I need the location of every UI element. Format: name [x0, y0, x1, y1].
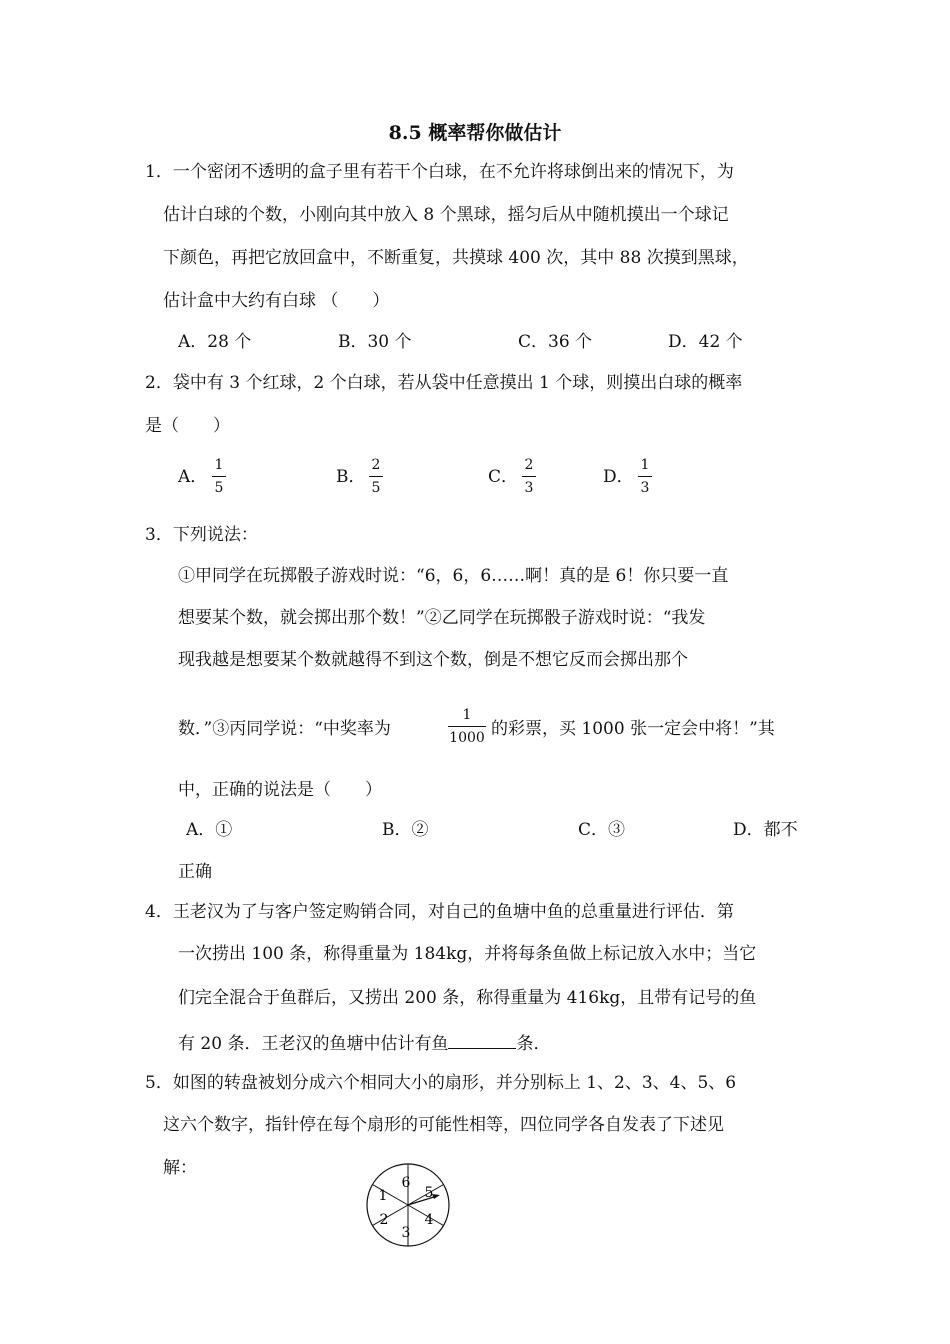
q3-option-c: C．③ [578, 820, 626, 840]
q2-option-a-label: A． [178, 467, 208, 487]
q5-line-1: 5．如图的转盘被划分成六个相同大小的扇形，并分别标上 1、2、3、4、5、6 [145, 1073, 737, 1093]
fraction-numerator: 1 [640, 457, 650, 473]
q4-line-4 [178, 1030, 550, 1056]
spinner-label-1: 1 [378, 1188, 388, 1204]
fraction-denominator: 1000 [449, 730, 485, 746]
q4-line-3: 们完全混合于鱼群后，又捞出 200 条，称得重量为 416kg，且带有记号的鱼 [178, 988, 757, 1008]
q3-line-5-end: 的彩票，买 1000 张一定会中将！”其 [491, 719, 775, 739]
q1-line-2: 估计白球的个数，小刚向其中放入 8 个黑球，摇匀后从中随机摸出一个球记 [163, 205, 729, 225]
spinner-label-5: 5 [424, 1185, 434, 1201]
q4-line-4-text: 有 20 条．王老汉的鱼塘中估计有鱼 [178, 1034, 449, 1054]
q3-line-4: 现我越是想要某个数就越得不到这个数，倒是不想它反而会掷出那个 [178, 650, 688, 670]
fraction-bar [369, 476, 383, 477]
page-title: 8.5 概率帮你做估计 [388, 122, 562, 144]
q1-line-4: 估计盒中大约有白球 （ ） [163, 291, 390, 311]
q3-option-d-continued: 正确 [178, 862, 212, 882]
spinner-label-4: 4 [424, 1212, 434, 1228]
q2-line-2: 是（ ） [145, 416, 230, 436]
q2-option-c-label: C． [488, 467, 519, 487]
q3-line-5-start: 数．”③丙同学说：“中奖率为 [178, 719, 391, 739]
fraction-numerator: 2 [524, 457, 534, 473]
q3-option-b: B．② [382, 820, 429, 840]
fraction-numerator: 1 [462, 707, 472, 723]
q3-prize-rate-fraction [448, 706, 486, 747]
q3-option-d: D．都不 [733, 820, 798, 840]
fraction-bar [448, 726, 486, 727]
q1-option-b: B．30 个 [338, 332, 412, 352]
spinner-divider [373, 1205, 409, 1226]
fraction-numerator: 2 [371, 457, 381, 473]
q2-option-a-fraction [212, 456, 226, 497]
answer-blank [448, 1030, 516, 1049]
fraction-denominator: 3 [640, 480, 650, 496]
q3-line-6: 中，正确的说法是（ ） [178, 780, 382, 800]
q4-line-1: 4．王老汉为了与客户签定购销合同，对自己的鱼塘中鱼的总重量进行评估．第 [145, 902, 734, 922]
fraction-bar [638, 476, 652, 477]
q2-option-d-label: D． [603, 467, 634, 487]
q2-option-d-fraction [638, 456, 652, 497]
q2-line-1: 2．袋中有 3 个红球，2 个白球，若从袋中任意摸出 1 个球，则摸出白球的概率 [145, 373, 743, 393]
q3-option-a: A．① [186, 820, 233, 840]
spinner-label-6: 6 [401, 1175, 411, 1191]
fraction-bar [212, 476, 226, 477]
fraction-numerator: 1 [214, 457, 224, 473]
q3-line-3: 想要某个数，就会掷出那个数！”②乙同学在玩掷骰子游戏时说：“我发 [178, 608, 706, 628]
fraction-denominator: 5 [214, 480, 224, 496]
spinner-figure [365, 1162, 451, 1248]
q2-option-b-fraction [369, 456, 383, 497]
q2-option-c-fraction [522, 456, 536, 497]
q1-option-a: A．28 个 [178, 332, 252, 352]
q5-line-2: 这六个数字，指针停在每个扇形的可能性相等，四位同学各自发表了下述见 [163, 1115, 724, 1135]
q5-line-3: 解： [163, 1158, 197, 1178]
spinner-label-2: 2 [379, 1212, 389, 1228]
q1-option-c: C．36 个 [518, 332, 593, 352]
q1-option-d: D．42 个 [668, 332, 743, 352]
q2-option-b-label: B． [336, 467, 366, 487]
q1-line-3: 下颜色，再把它放回盒中，不断重复，共摸球 400 次，其中 88 次摸到黑球， [163, 248, 749, 268]
fraction-denominator: 3 [524, 480, 534, 496]
q3-line-1: 3．下列说法： [145, 525, 258, 545]
fraction-denominator: 5 [371, 480, 381, 496]
q4-line-2: 一次捞出 100 条，称得重量为 184kg，并将每条鱼做上标记放入水中；当它 [178, 944, 757, 964]
spinner-label-3: 3 [401, 1225, 411, 1241]
fraction-bar [522, 476, 536, 477]
q3-line-2: ①甲同学在玩掷骰子游戏时说：“6，6，6……啊！真的是 6！你只要一直 [178, 566, 729, 586]
q1-line-1: 1．一个密闭不透明的盒子里有若干个白球，在不允许将球倒出来的情况下，为 [145, 162, 734, 182]
q4-line-4-end: 条． [516, 1034, 551, 1054]
